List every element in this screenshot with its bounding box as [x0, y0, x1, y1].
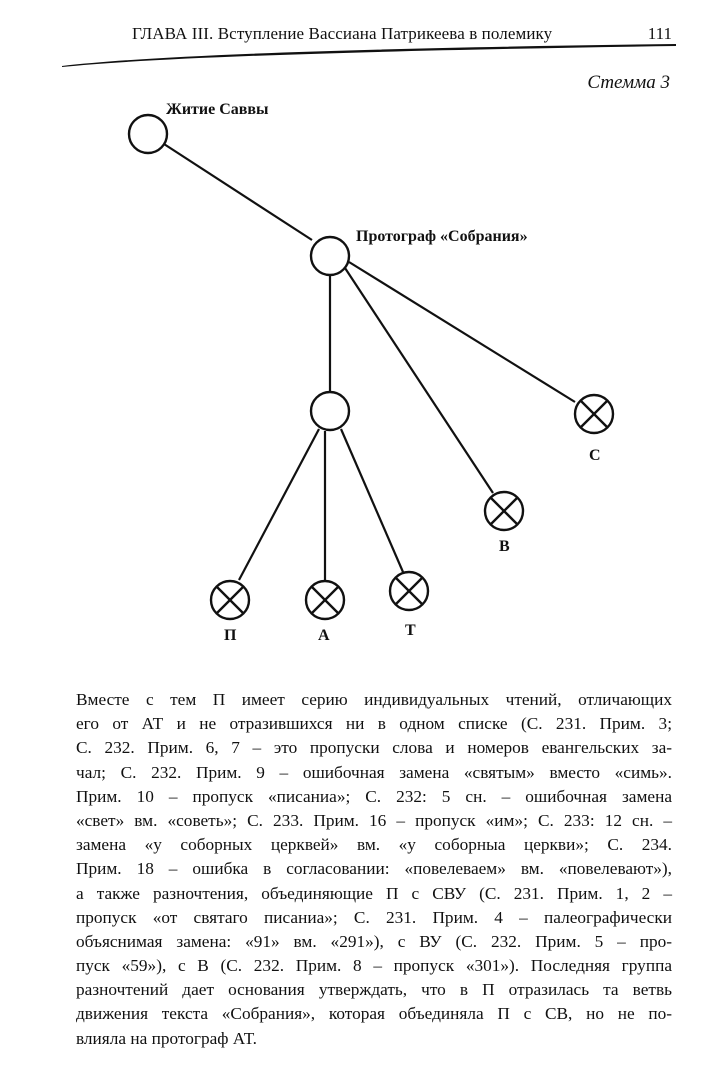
- text-line: объяснимая замена: «91» вм. «291»), с ВУ (С. 232. Прим. 5 – про-: [76, 931, 672, 951]
- label-p: П: [224, 627, 237, 644]
- chapter-title: ГЛАВА III. Вступление Вассиана Патрикеева в полемику: [132, 24, 553, 43]
- text-line: его от АТ и не отразившихся ни в одном списке (С. 231. Прим. 3;: [76, 714, 672, 734]
- node-zhitie: [129, 115, 167, 153]
- text-line: чал; С. 232. Прим. 9 – ошибочная замена «святым» вместо «симь».: [76, 762, 672, 782]
- text-line: пуск «59»), с В (С. 232. Прим. 8 – пропуск «301»). Последняя группа: [76, 956, 672, 976]
- page-number: 111: [647, 24, 672, 43]
- body-paragraph: [76, 688, 672, 1051]
- text-line: замена «у соборных церквей» вм. «у соборныа церкви»; С. 234.: [76, 835, 672, 855]
- text-line: Прим. 10 – пропуск «писаниа»; С. 232: 5 сн. – ошибочная замена: [76, 786, 672, 806]
- stemma-label: Стемма 3: [587, 72, 670, 93]
- text-line: а также разночтения, объединяющие П с СВУ (С. 231. Прим. 1, 2 –: [76, 883, 672, 903]
- node-p: [211, 581, 249, 619]
- label-t: Т: [405, 622, 416, 639]
- node-c: [575, 395, 613, 433]
- text-line: Вместе с тем П имеет серию индивидуальных чтений, отличающих: [76, 690, 672, 709]
- text-line: разночтений дает основания утверждать, что в П отразилась та ветвь: [76, 980, 672, 1000]
- edge-protograph-b: [345, 268, 493, 493]
- label-a: А: [318, 627, 330, 644]
- label-b: В: [499, 538, 510, 555]
- label-c: С: [589, 447, 601, 464]
- node-middle: [311, 392, 349, 430]
- node-a: [306, 581, 344, 619]
- text-line: Прим. 18 – ошибка в согласовании: «повелеваем» вм. «повелевают»),: [76, 859, 672, 879]
- edge-zhitie-protograph: [164, 144, 312, 240]
- text-line: движения текста «Собрания», которая объединяла П с СВ, но не по-: [76, 1004, 672, 1024]
- text-line: влияла на протограф АТ.: [76, 1028, 257, 1048]
- edge-middle-t: [341, 429, 403, 572]
- node-t: [390, 572, 428, 610]
- edge-protograph-c: [349, 262, 575, 402]
- text-line: пропуск «от святаго писаниа»; С. 231. Прим. 4 – палеографически: [76, 907, 672, 927]
- node-b: [485, 492, 523, 530]
- node-protograph: [311, 237, 349, 275]
- edge-middle-p: [239, 429, 319, 580]
- label-zhitie: Житие Саввы: [166, 101, 269, 118]
- label-protograph: Протограф «Собрания»: [356, 228, 528, 245]
- text-line: С. 232. Прим. 6, 7 – это пропуски слова и номеров евангельских за-: [76, 738, 672, 758]
- text-line: «свет» вм. «советь»; С. 233. Прим. 16 – пропуск «им»; С. 233: 12 сн. –: [76, 810, 672, 830]
